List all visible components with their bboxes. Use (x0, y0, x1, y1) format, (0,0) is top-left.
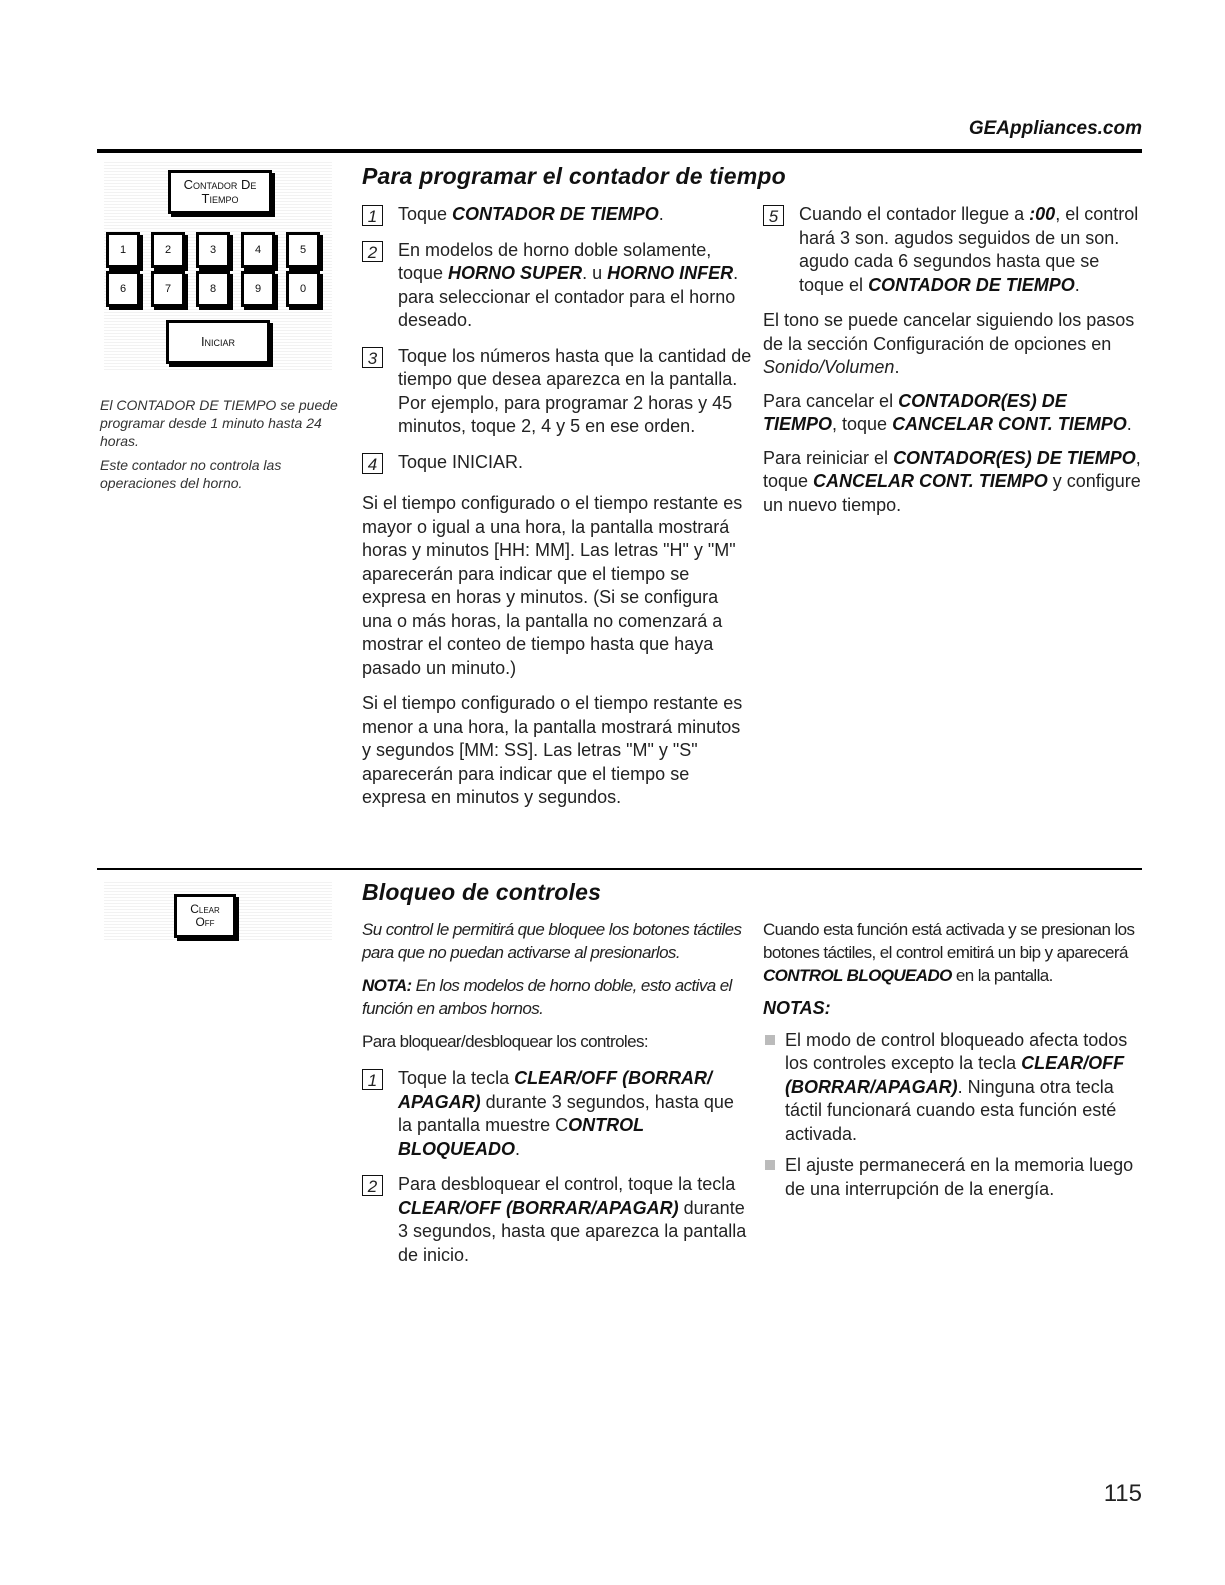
tone-paragraph: El tono se puede cancelar siguiendo los pasos de la sección Configuración de opciones en Sonido/Volumen. (763, 310, 1135, 377)
timer-key (168, 170, 272, 214)
digit-key: 9 (241, 271, 275, 307)
timer-hours-paragraph: Si el tiempo configurado o el tiempo restante es mayor o igual a una hora, la pantalla mostrará horas y minutos [HH: MM]. Las letras "H" y "M" aparecerán para indicar que el tiempo se expresa en horas y minutos. (Si se configura una o más horas, la pantalla no comenzará a mostrar el conteo de tiempo hasta que haya pasado un minuto.) (362, 493, 743, 678)
start-key: Iniciar (166, 320, 270, 364)
step-number: 5 (763, 205, 784, 226)
timer-key-line1: Contador De (183, 176, 257, 192)
digit-key: 2 (151, 232, 185, 268)
lock-column-right (763, 918, 1141, 1209)
lock-section-title: Bloqueo de controles (362, 879, 602, 905)
lock-active-paragraph: Cuando esta función está activada y se presionan los botones táctiles, el control emitirá un bip y aparecerá CONTROL BLOQUEADO en la pantalla. (763, 920, 1135, 985)
timer-caption-range: El CONTADOR DE TIEMPO se puede programar desde 1 minuto hasta 24 horas. (100, 397, 338, 449)
timer-minutes-paragraph: Si el tiempo configurado o el tiempo restante es menor a una hora, la pantalla mostrará minutos y segundos [MM: SS]. Las letras "M" y "S" aparecerán para indicar que el tiempo se expresa en minutos y segundos. (362, 693, 743, 807)
top-divider (97, 149, 1142, 153)
clear-off-key (174, 894, 236, 938)
timer-step-5: 5 Cuando el contador llegue a :00, el control hará 3 son. agudos seguidos de un son. agudo cada 6 segundos hasta que se toque el CONTADOR DE TIEMPO. (763, 203, 1141, 297)
site-url: GEAppliances.com (968, 118, 1142, 139)
clear-key-line2: Off (195, 915, 215, 929)
step-number: 1 (362, 205, 383, 226)
lock-intro: Su control le permitirá que bloquee los botones táctiles para que no puedan activarse al presionarlos. (362, 920, 742, 962)
step-number: 2 (362, 1175, 383, 1196)
reset-paragraph: Para reiniciar el CONTADOR(ES) DE TIEMPO, toque CANCELAR CONT. TIEMPO y configure un nuevo tiempo. (763, 447, 1141, 515)
digit-key: 0 (286, 271, 320, 307)
section-divider (97, 868, 1142, 870)
timer-caption-oven: Este contador no controla las operaciones del horno. (100, 457, 282, 491)
timer-column-left (362, 203, 752, 820)
digit-key: 4 (241, 232, 275, 268)
timer-column-right (763, 203, 1141, 527)
timer-step-3: 3 Toque los números hasta que la cantidad de tiempo que desea aparezca en la pantalla. Por ejemplo, para programar 2 horas y 45 minutos, toque 2, 4 y 5 en ese orden. (362, 345, 752, 439)
lock-howto: Para bloquear/desbloquear los controles: (362, 1032, 648, 1051)
step-number: 2 (362, 241, 383, 262)
lock-notes-label: NOTAS: (763, 998, 831, 1018)
timer-step-4: 4 Toque INICIAR. (362, 451, 752, 475)
lock-step-1: 1 Toque la tecla CLEAR/OFF (BORRAR/ APAGAR) durante 3 segundos, hasta que la pantalla muestre CONTROL BLOQUEADO. (362, 1067, 747, 1161)
lock-step-2: 2 Para desbloquear el control, toque la tecla CLEAR/OFF (BORRAR/APAGAR) durante 3 segundos, hasta que aparezca la pantalla de inicio. (362, 1173, 747, 1267)
digit-key: 3 (196, 232, 230, 268)
digit-key: 6 (106, 271, 140, 307)
digit-key: 8 (196, 271, 230, 307)
lock-note: NOTA: En los modelos de horno doble, esto activa el función en ambos hornos. (362, 976, 732, 1018)
lock-note-bullet-2: El ajuste permanecerá en la memoria luego de una interrupción de la energía. (763, 1154, 1141, 1201)
timer-captions (100, 396, 340, 498)
bullet-square (765, 1160, 775, 1170)
lock-note-bullet-1: El modo de control bloqueado afecta todos los controles excepto la tecla CLEAR/OFF (BORRAR/APAGAR). Ninguna otra tecla táctil funcionará cuando esta función esté activada. (763, 1029, 1141, 1147)
clear-key-line1: Clear (190, 901, 220, 916)
digit-key: 1 (106, 232, 140, 268)
step-number: 4 (362, 453, 383, 474)
digit-key: 5 (286, 232, 320, 268)
timer-step-2: 2 En modelos de horno doble solamente, toque HORNO SUPER. u HORNO INFER. para seleccionar el contador para el horno deseado. (362, 239, 752, 333)
step-number: 1 (362, 1069, 383, 1090)
clear-off-illustration (104, 882, 332, 940)
digit-key: 7 (151, 271, 185, 307)
page-number: 115 (1103, 1480, 1142, 1507)
cancel-paragraph: Para cancelar el CONTADOR(ES) DE TIEMPO, toque CANCELAR CONT. TIEMPO. (763, 390, 1132, 434)
timer-step-1: 1 Toque CONTADOR DE TIEMPO. (362, 203, 752, 227)
step-number: 3 (362, 347, 383, 368)
bullet-square (765, 1035, 775, 1045)
timer-keypad-illustration (104, 160, 332, 370)
lock-column-left (362, 918, 747, 1279)
timer-section-title: Para programar el contador de tiempo (362, 163, 786, 189)
timer-key-line2: Tiempo (201, 191, 239, 206)
